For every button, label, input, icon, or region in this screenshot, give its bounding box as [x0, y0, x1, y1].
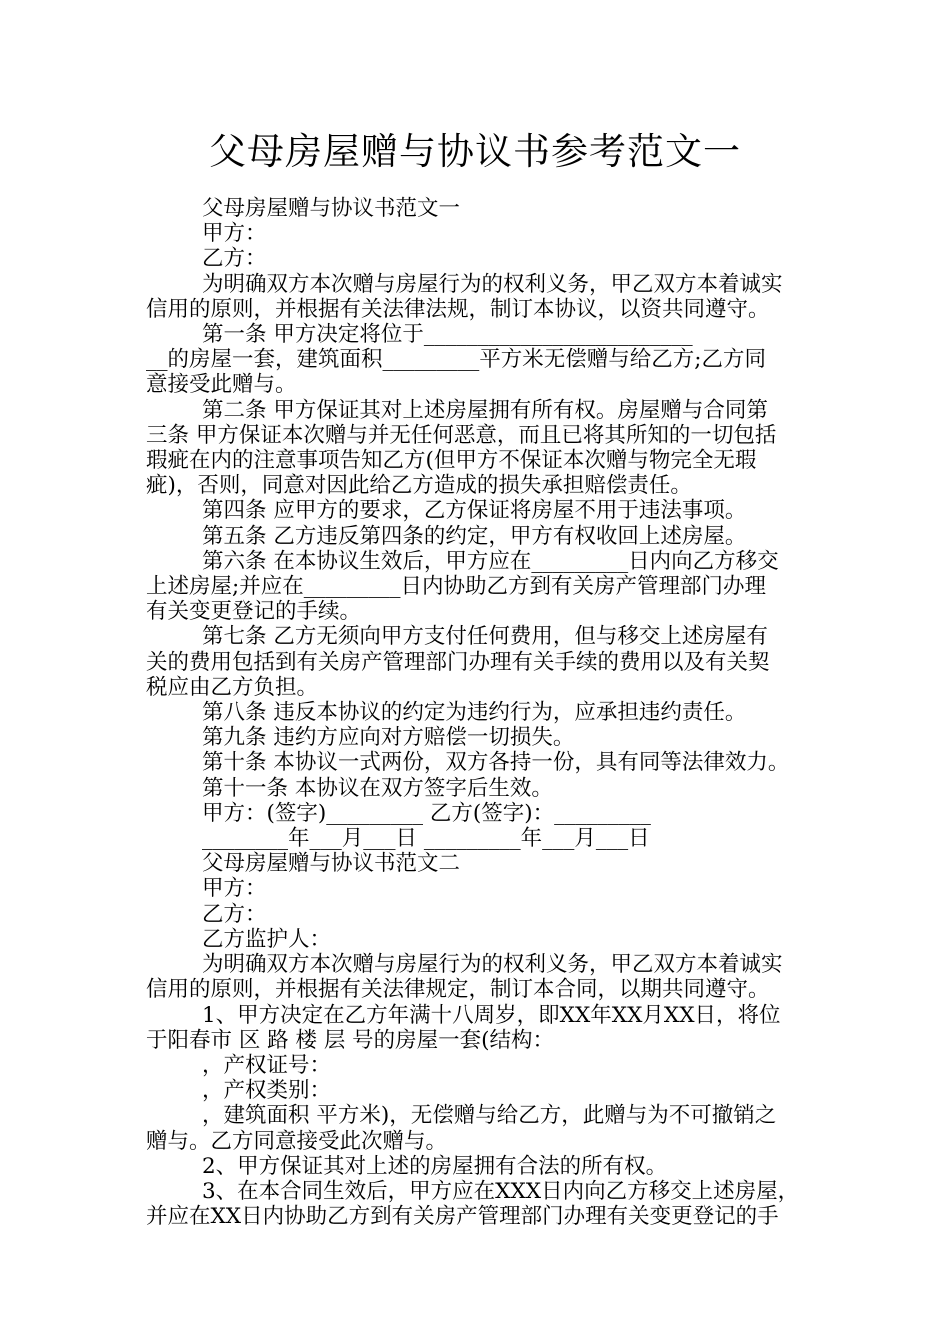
text-line: 并应在XX日内协助乙方到有关房产管理部门办理有关变更登记的手 — [146, 1204, 779, 1230]
text-line: 第五条 乙方违反第四条的约定，甲方有权收回上述房屋。 — [202, 523, 747, 549]
text-line: ，产权证号： — [202, 1052, 332, 1078]
text-line: 甲方：(签字)_________ 乙方(签字)：_________ — [202, 800, 651, 826]
text-line: 第四条 应甲方的要求，乙方保证将房屋不用于违法事项。 — [202, 498, 747, 524]
text-line: 乙方： — [202, 901, 267, 927]
text-line: 有关变更登记的手续。 — [146, 599, 362, 625]
text-line: 于阳春市 区 路 楼 层 号的房屋一套(结构： — [146, 1027, 555, 1053]
text-line: 关的费用包括到有关房产管理部门办理有关手续的费用以及有关契 — [146, 649, 770, 675]
text-line: 3、在本合同生效后，甲方应在XXX日内向乙方移交上述房屋， — [202, 1178, 800, 1204]
text-line: 第六条 在本协议生效后，甲方应在_________日内向乙方移交 — [202, 548, 779, 574]
text-line: 瑕疵在内的注意事项告知乙方(但甲方不保证本次赠与物完全无瑕 — [146, 448, 757, 474]
text-line: __的房屋一套，建筑面积_________平方米无偿赠与给乙方;乙方同 — [146, 347, 766, 373]
text-line: ，建筑面积 平方米)，无偿赠与给乙方，此赠与为不可撤销之 — [202, 1103, 777, 1129]
text-line: 税应由乙方负担。 — [146, 674, 319, 700]
text-line: 第九条 违约方应向对方赔偿一切损失。 — [202, 725, 575, 751]
text-line: 乙方监护人： — [202, 926, 332, 952]
text-line: 父母房屋赠与协议书范文一 — [202, 196, 461, 221]
text-line: 三条 甲方保证本次赠与并无任何恶意，而且已将其所知的一切包括 — [146, 422, 777, 448]
text-line: ________年___月___日 _________年___月___日 — [202, 826, 650, 852]
text-line: 2、甲方保证其对上述的房屋拥有合法的所有权。 — [202, 1153, 668, 1179]
document-title: 父母房屋赠与协议书参考范文一 — [209, 130, 741, 173]
text-line: 为明确双方本次赠与房屋行为的权利义务，甲乙双方本着诚实 — [202, 271, 783, 297]
text-line: 甲方： — [202, 876, 267, 902]
text-line: 第七条 乙方无须向甲方支付任何费用，但与移交上述房屋有 — [202, 624, 768, 650]
text-line: 第二条 甲方保证其对上述房屋拥有所有权。房屋赠与合同第 — [202, 397, 768, 423]
text-line: ，产权类别： — [202, 1078, 332, 1104]
text-line: 为明确双方本次赠与房屋行为的权利义务，甲乙双方本着诚实 — [202, 952, 783, 978]
text-line: 第八条 违反本协议的约定为违约行为，应承担违约责任。 — [202, 700, 747, 726]
text-line: 上述房屋;并应在_________日内协助乙方到有关房产管理部门办理 — [146, 574, 766, 600]
text-line: 甲方： — [202, 221, 267, 247]
text-line: 意接受此赠与。 — [146, 372, 297, 398]
text-line: 信用的原则，并根据有关法律规定，制订本合同，以期共同遵守。 — [146, 977, 770, 1003]
text-line: 父母房屋赠与协议书范文二 — [202, 851, 461, 877]
text-line: 第十条 本协议一式两份，双方各持一份，具有同等法律效力。 — [202, 750, 790, 776]
text-line: 第一条 甲方决定将位于_________________________ — [202, 322, 693, 348]
document-body — [146, 196, 808, 1229]
text-line: 乙方： — [202, 246, 267, 272]
text-line: 第十一条 本协议在双方签字后生效。 — [202, 775, 553, 801]
text-line: 1、甲方决定在乙方年满十八周岁，即XX年XX月XX日，将位 — [202, 1002, 781, 1028]
text-line: 信用的原则，并根据有关法律法规，制订本协议，以资共同遵守。 — [146, 296, 770, 322]
text-line: 赠与。乙方同意接受此次赠与。 — [146, 1128, 448, 1154]
text-line: 疵)，否则，同意对因此给乙方造成的损失承担赔偿责任。 — [146, 473, 692, 499]
